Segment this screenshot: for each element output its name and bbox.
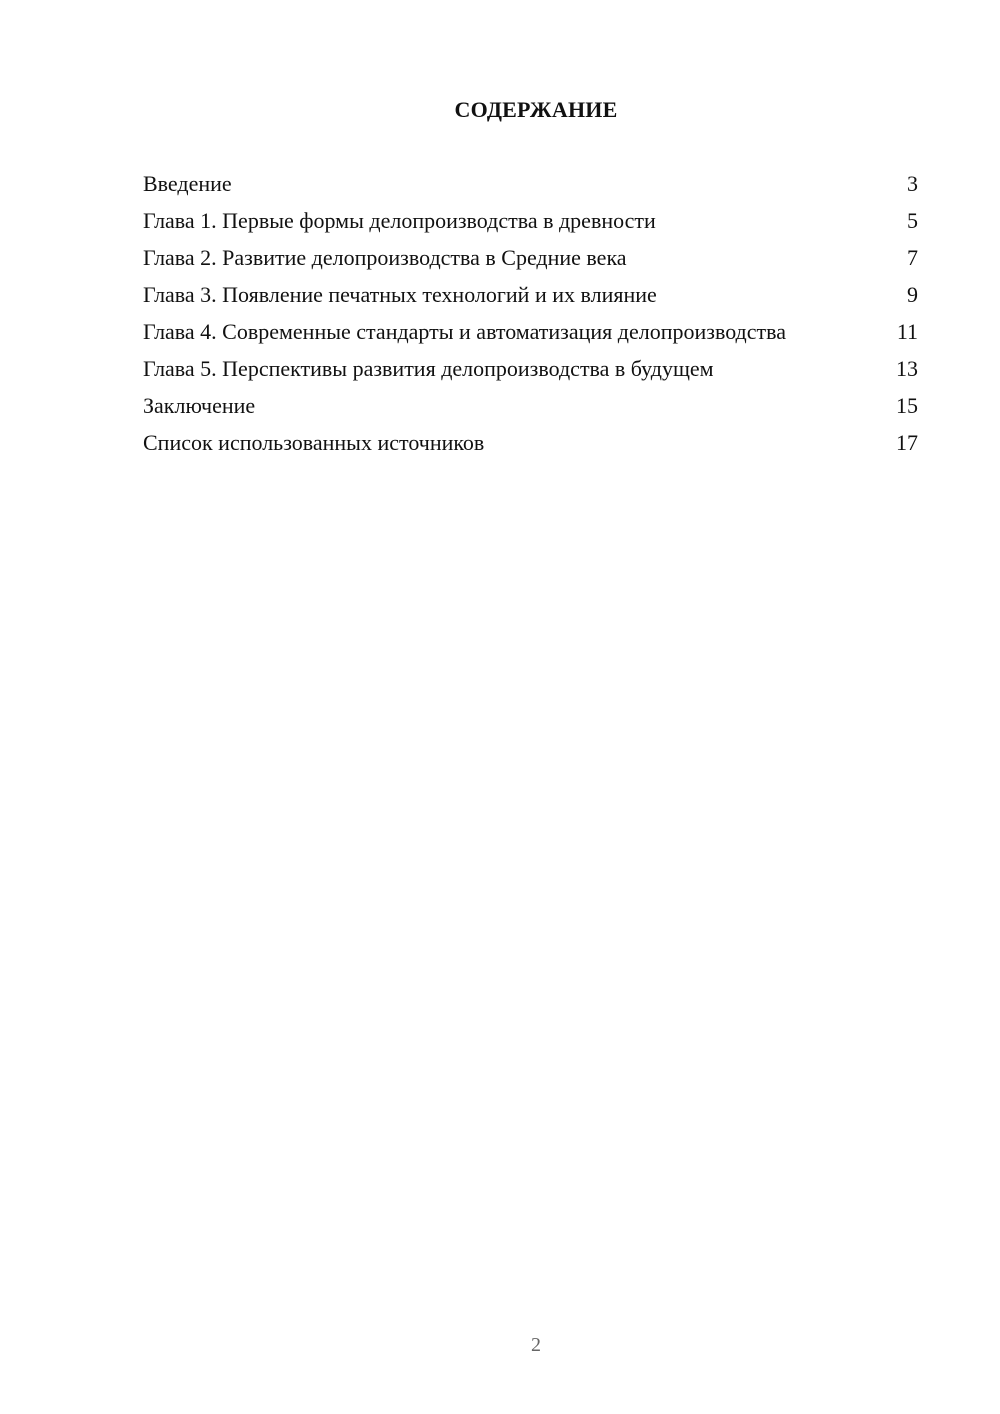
toc-entry-page: 3 [907, 171, 918, 196]
toc-entry-references [143, 429, 918, 456]
table-of-contents [143, 170, 918, 466]
toc-entry-page: 11 [896, 319, 918, 344]
toc-entry-chapter-3 [143, 281, 918, 308]
toc-entry-label: Глава 2. Развитие делопроизводства в Средние века [143, 245, 627, 270]
toc-entry-chapter-2 [143, 244, 918, 271]
toc-entry-chapter-5 [143, 355, 918, 382]
toc-entry-label: Глава 3. Появление печатных технологий и их влияние [143, 282, 657, 307]
toc-entry-page: 7 [907, 245, 918, 270]
toc-entry-introduction [143, 170, 918, 197]
toc-entry-conclusion [143, 392, 918, 419]
toc-entry-page: 17 [896, 430, 918, 455]
toc-entry-label: Список использованных источников [143, 430, 485, 455]
toc-entry-page: 15 [896, 393, 918, 418]
toc-entry-page: 5 [907, 208, 918, 233]
toc-entry-chapter-4 [143, 318, 918, 345]
page-number: 2 [531, 1334, 541, 1356]
toc-entry-label: Глава 5. Перспективы развития делопроизводства в будущем [143, 356, 714, 381]
toc-entry-label: Введение [143, 171, 232, 196]
toc-entry-label: Глава 1. Первые формы делопроизводства в древности [143, 208, 656, 233]
toc-entry-page: 9 [907, 282, 918, 307]
toc-entry-chapter-1 [143, 207, 918, 234]
toc-entry-label: Глава 4. Современные стандарты и автоматизация делопроизводства [143, 319, 786, 344]
toc-entry-page: 13 [896, 356, 918, 381]
toc-entry-label: Заключение [143, 393, 256, 418]
page-title: СОДЕРЖАНИЕ [454, 97, 618, 122]
